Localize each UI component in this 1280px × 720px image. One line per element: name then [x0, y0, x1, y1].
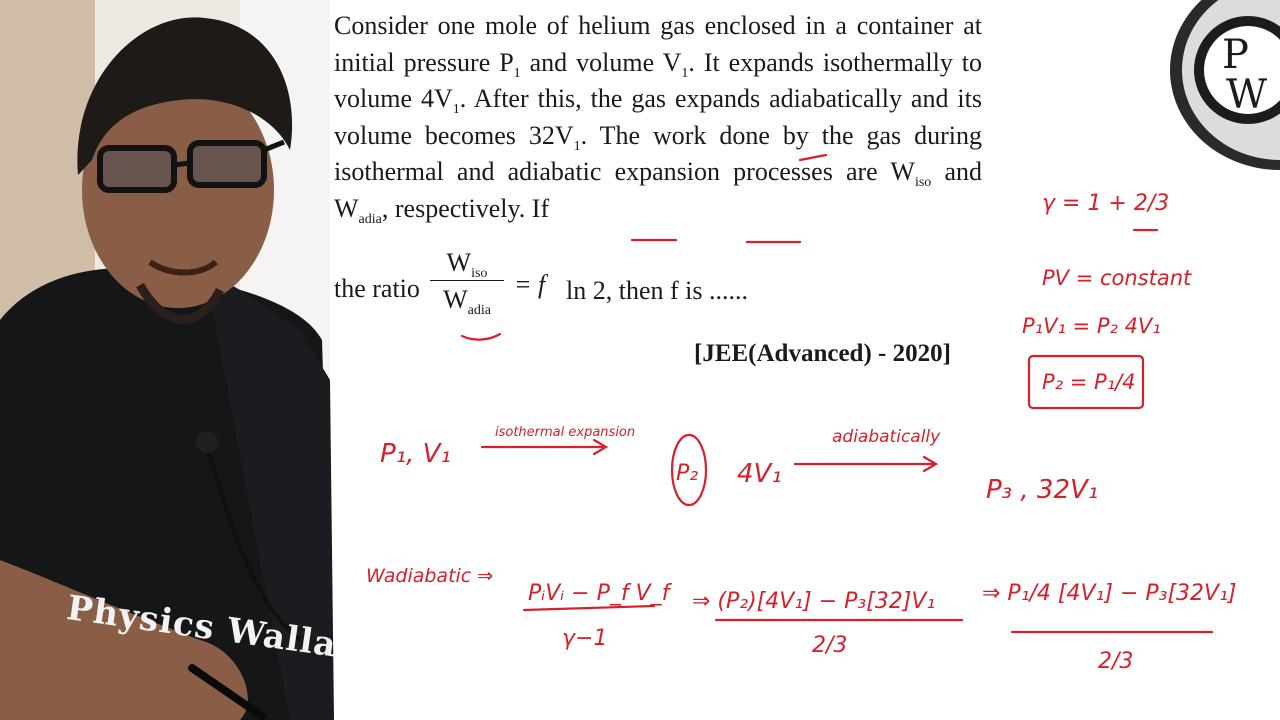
exam-tag: [JEE(Advanced) - 2020] [694, 340, 951, 367]
ratio-equals: = f [514, 270, 546, 299]
formula-2-numerator: ⇒ (P₂)[4V₁] − P₃[32]V₁ [692, 589, 936, 614]
pv-constant-note: PV = constant [1042, 266, 1192, 290]
pw-logo [1170, 0, 1280, 170]
gamma-note: γ = 1 + 2/3 [1042, 191, 1170, 216]
arrow2-label: adiabatically [832, 427, 941, 447]
ratio-suffix: ln 2, then f is ...... [566, 276, 748, 305]
logo-letter-w: W [1226, 72, 1268, 118]
formula-1-denominator: γ−1 [562, 626, 608, 651]
arrow1-label: isothermal expansion [495, 425, 636, 440]
state-1: P₁, V₁ [380, 439, 451, 469]
fraction-bar-1 [524, 606, 654, 610]
shirt-logo-text: Physics Walla [64, 588, 340, 666]
arrow-isothermal [482, 440, 606, 454]
ratio-denominator: $W_{adia}$ [443, 285, 491, 318]
iso-relation-note: P₁V₁ = P₂ 4V₁ [1022, 314, 1161, 338]
state-2-volume: 4V₁ [737, 459, 782, 489]
work-adiabatic-label: Wadiabatic ⇒ [366, 565, 494, 587]
formula-3-numerator: ⇒ P₁/4 [4V₁] − P₃[32V₁] [982, 581, 1237, 606]
logo-letter-p: P [1222, 32, 1249, 78]
boxed-result: P₂ = P₁/4 [1042, 370, 1136, 394]
formula-3-denominator: 2/3 [1098, 649, 1134, 674]
formula-2-denominator: 2/3 [812, 633, 848, 658]
state-2-pressure: P₂ [676, 461, 699, 486]
underline-wadia-ratio [462, 334, 500, 340]
ratio-prefix: the ratio [334, 274, 420, 303]
ratio-numerator: $W_{iso}$ [446, 248, 488, 281]
state-3: P₃ , 32V₁ [986, 475, 1099, 505]
formula-1-numerator: PᵢVᵢ − P_f V_f [528, 581, 670, 606]
arrow-adiabatic [795, 457, 936, 471]
question-text: Consider one mole of helium gas enclosed in a container at initial pressure $P_1$ and volume $V_1$. It expands isothermally to volume $4V_1$. After this, the gas expands adiabatically and its volume becomes $32V_1$. The work done by the gas during isothermal and adiabatic expansion processes are $W_{iso}$ and $W_{adia}$, respectively. If [334, 11, 983, 227]
underline-and [800, 155, 826, 160]
